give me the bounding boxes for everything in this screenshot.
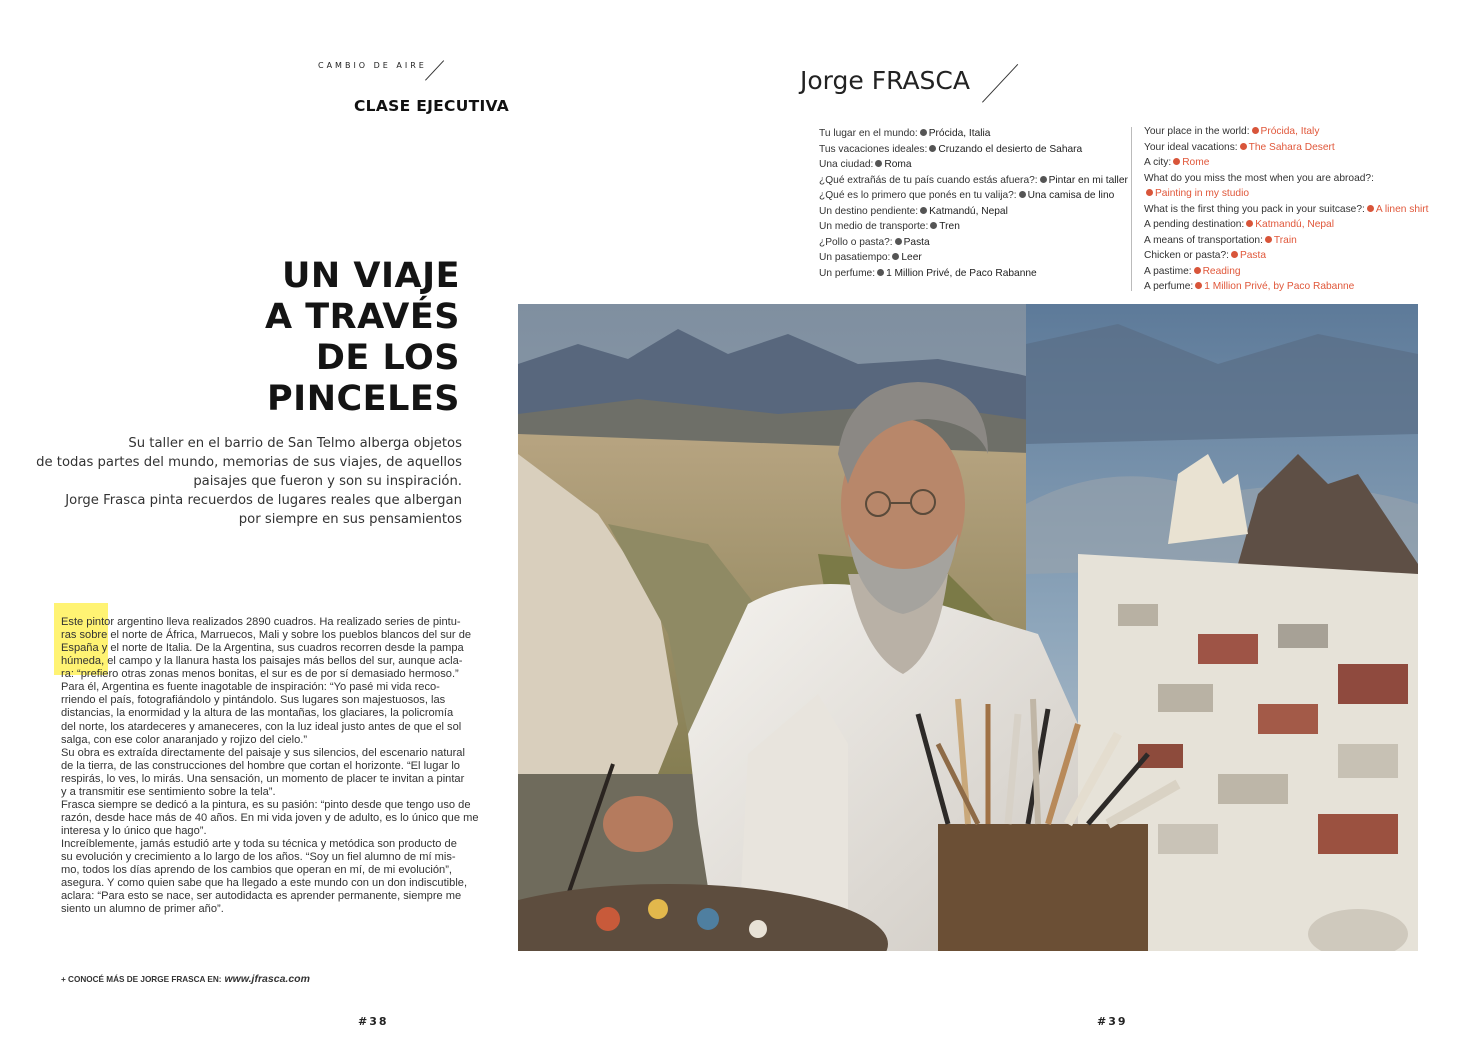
headline-line: DE LOS bbox=[315, 338, 460, 378]
bullet-icon bbox=[1194, 267, 1201, 274]
page-number-left: #38 bbox=[358, 1015, 389, 1028]
qa-english bbox=[1144, 124, 1429, 295]
qa-row bbox=[1144, 202, 1429, 218]
body-line: razón, desde hace más de 40 años. En mi vida joven y de adulto, es lo único que me bbox=[61, 811, 479, 824]
qa-question: What do you miss the most when you are abroad?: bbox=[1144, 172, 1374, 184]
qa-question: Tus vacaciones ideales: bbox=[819, 143, 928, 155]
headline-line: PINCELES bbox=[267, 379, 460, 419]
qa-row bbox=[1144, 140, 1429, 156]
qa-question: A perfume: bbox=[1144, 281, 1194, 292]
qa-row bbox=[1144, 233, 1429, 249]
name-divider-slash bbox=[982, 64, 1018, 103]
intro-line: de todas partes del mundo, memorias de sus viajes, de aquellos bbox=[36, 455, 462, 470]
qa-row bbox=[819, 126, 1128, 142]
qa-row bbox=[1144, 217, 1429, 233]
body-line: Frasca siempre se dedicó a la pintura, es su pasión: “pinto desde que tengo uso de bbox=[61, 798, 471, 811]
qa-row bbox=[819, 235, 1128, 251]
qa-answer: Pintar en mi taller bbox=[1048, 174, 1128, 186]
qa-question: What is the first thing you pack in your suitcase?: bbox=[1144, 203, 1365, 215]
section-label: CAMBIO DE AIRE bbox=[318, 61, 427, 70]
bullet-icon bbox=[920, 207, 927, 214]
qa-question: Un medio de transporte: bbox=[819, 221, 929, 232]
qa-answer: A linen shirt bbox=[1375, 203, 1429, 215]
qa-row bbox=[819, 219, 1128, 235]
qa-answer: Prócida, Italy bbox=[1260, 126, 1320, 137]
qa-answer: Leer bbox=[901, 252, 922, 263]
bullet-icon bbox=[1146, 189, 1153, 196]
bullet-icon bbox=[892, 253, 899, 260]
qa-answer: Rome bbox=[1182, 157, 1210, 168]
bullet-icon bbox=[1231, 251, 1238, 258]
artist-photo bbox=[518, 304, 1418, 951]
intro-line: paisajes que fueron y son su inspiración. bbox=[193, 474, 462, 489]
body-line: asegura. Y como quien sabe que ha llegado a este mundo con un don indiscutible, bbox=[61, 877, 468, 890]
body-line: y a transmitir ese sentimiento sobre la tela”. bbox=[61, 785, 276, 798]
more-info-label: + CONOCÉ MÁS DE JORGE FRASCA EN: bbox=[61, 975, 222, 984]
qa-question: ¿Pollo o pasta?: bbox=[819, 236, 893, 248]
qa-answer: Tren bbox=[939, 221, 960, 232]
body-line: del norte, los atardeceres y amaneceres, con la luz ideal justo antes de que el sol bbox=[61, 720, 462, 733]
body-line: de la tierra, de las construcciones del hombre que cortan el horizonte. “El lugar lo bbox=[61, 759, 460, 772]
column-divider bbox=[1131, 127, 1132, 291]
body-line: aclara: “Para esto se nace, ser autodidacta es aprender permanente, siempre me bbox=[61, 890, 462, 903]
bullet-icon bbox=[1240, 143, 1247, 150]
artist-name: Jorge FRASCA bbox=[800, 66, 970, 95]
body-line: España y el norte de Italia. De la Argentina, sus cuadros recorren desde la pampa bbox=[61, 642, 464, 655]
bullet-icon bbox=[1367, 205, 1374, 212]
qa-question: Un perfume: bbox=[819, 267, 876, 279]
intro-line: por siempre en sus pensamientos bbox=[238, 512, 462, 527]
body-line: Este pintor argentino lleva realizados 2890 cuadros. Ha realizado series de pintu- bbox=[61, 616, 461, 628]
section-title: CLASE EJECUTIVA bbox=[354, 97, 510, 115]
headline-line: UN VIAJE bbox=[281, 256, 460, 296]
website-link[interactable]: www.jfrasca.com bbox=[224, 973, 310, 985]
qa-answer: The Sahara Desert bbox=[1248, 141, 1335, 153]
qa-row bbox=[1144, 248, 1429, 264]
qa-question: Chicken or pasta?: bbox=[1144, 250, 1229, 261]
qa-question: Your place in the world: bbox=[1144, 126, 1250, 137]
qa-row bbox=[1144, 171, 1429, 187]
qa-answer: Roma bbox=[884, 159, 912, 170]
qa-answer: Una camisa de lino bbox=[1027, 190, 1115, 201]
qa-answer: Pasta bbox=[1239, 250, 1267, 261]
qa-row bbox=[1144, 279, 1429, 295]
body-line: rriendo el país, fotografiándolo y pintándolo. Sus lugares son majestuosos, las bbox=[61, 694, 446, 707]
body-line: ras sobre el norte de África, Marruecos, Mali y sobre los pueblos blancos del sur de bbox=[61, 629, 472, 642]
qa-row bbox=[819, 173, 1128, 189]
qa-answer: 1 Million Privé, de Paco Rabanne bbox=[886, 267, 1037, 279]
article-headline bbox=[200, 256, 460, 420]
qa-question: A pastime: bbox=[1144, 265, 1192, 277]
qa-row bbox=[819, 250, 1128, 266]
bullet-icon bbox=[1265, 236, 1272, 243]
qa-question: Una ciudad: bbox=[819, 159, 874, 170]
article-body bbox=[61, 616, 479, 916]
bullet-icon bbox=[1040, 176, 1047, 183]
qa-question: Un pasatiempo: bbox=[819, 252, 891, 263]
body-line: distancias, la enormidad y la altura de las montañas, los glaciares, la policromía bbox=[61, 707, 454, 720]
body-line: Su obra es extraída directamente del paisaje y sus silencios, del escenario natural bbox=[61, 746, 465, 759]
qa-answer: Katmandú, Nepal bbox=[1255, 219, 1334, 230]
bullet-icon bbox=[1019, 191, 1026, 198]
qa-answer: Pasta bbox=[903, 236, 930, 248]
qa-answer: Katmandú, Nepal bbox=[929, 205, 1008, 217]
qa-row bbox=[1144, 155, 1429, 171]
qa-question: Tu lugar en el mundo: bbox=[819, 128, 918, 139]
qa-question: ¿Qué es lo primero que ponés en tu valija?: bbox=[819, 190, 1017, 201]
qa-row bbox=[819, 266, 1128, 282]
qa-row bbox=[1144, 186, 1429, 202]
qa-spanish bbox=[819, 126, 1128, 281]
qa-question: A city: bbox=[1144, 157, 1172, 168]
intro-line: Jorge Frasca pinta recuerdos de lugares reales que albergan bbox=[65, 493, 462, 508]
qa-question: Your ideal vacations: bbox=[1144, 141, 1238, 153]
section-divider-slash bbox=[425, 60, 444, 80]
qa-answer: Train bbox=[1273, 234, 1297, 246]
qa-answer: Reading bbox=[1202, 265, 1241, 277]
qa-question: ¿Qué extrañás de tu país cuando estás afuera?: bbox=[819, 174, 1038, 186]
body-line: ra: “prefiero otras zonas menos bonitas, el sur es de por sí demasiado hermoso.” bbox=[61, 668, 459, 681]
qa-question: Un destino pendiente: bbox=[819, 205, 919, 217]
bullet-icon bbox=[1173, 158, 1180, 165]
bullet-icon bbox=[877, 269, 884, 276]
qa-question: A pending destination: bbox=[1144, 219, 1245, 230]
body-line: Increíblemente, jamás estudió arte y toda su técnica y metódica son producto de bbox=[61, 838, 457, 851]
qa-row bbox=[1144, 124, 1429, 140]
bullet-icon bbox=[875, 160, 882, 167]
bullet-icon bbox=[929, 145, 936, 152]
body-line: su evolución y crecimiento a lo largo de los años. “Soy un fiel alumno de mí mis- bbox=[61, 851, 456, 864]
body-line: siento un alumno de primer año”. bbox=[61, 903, 224, 916]
qa-answer: 1 Million Privé, by Paco Rabanne bbox=[1204, 281, 1355, 292]
body-line: mo, todos los días aprendo de los cambios que operan en mí, de mi evolución”, bbox=[61, 864, 452, 877]
body-line: respirás, lo ves, lo mirás. Una sensación, un momento de placer te invitan a pintar bbox=[61, 772, 465, 785]
qa-row bbox=[819, 204, 1128, 220]
article-intro bbox=[30, 434, 462, 529]
body-line: salga, con ese color anaranjado y rojizo del cielo.” bbox=[61, 733, 308, 746]
qa-row bbox=[819, 157, 1128, 173]
qa-answer: Prócida, Italia bbox=[928, 128, 991, 139]
body-line: Para él, Argentina es fuente inagotable de inspiración: “Yo pasé mi vida reco- bbox=[61, 681, 440, 694]
body-line: interesa y lo único que hago”. bbox=[61, 825, 207, 837]
qa-question: A means of transportation: bbox=[1144, 234, 1263, 246]
bullet-icon bbox=[930, 222, 937, 229]
headline-line: A TRAVÉS bbox=[264, 297, 460, 337]
bullet-icon bbox=[1246, 220, 1253, 227]
bullet-icon bbox=[1252, 127, 1259, 134]
body-line: húmeda, el campo y la llanura hasta los paisajes más bellos del sur, aunque acla- bbox=[61, 655, 463, 668]
bullet-icon bbox=[895, 238, 902, 245]
page-number-right: #39 bbox=[1097, 1015, 1128, 1028]
qa-row bbox=[1144, 264, 1429, 280]
qa-row bbox=[819, 142, 1128, 158]
qa-answer: Painting in my studio bbox=[1155, 188, 1250, 199]
bullet-icon bbox=[920, 129, 927, 136]
qa-row bbox=[819, 188, 1128, 204]
qa-answer: Cruzando el desierto de Sahara bbox=[938, 143, 1083, 155]
bullet-icon bbox=[1195, 282, 1202, 289]
more-info-line bbox=[61, 973, 310, 985]
intro-line: Su taller en el barrio de San Telmo alberga objetos bbox=[128, 436, 462, 451]
